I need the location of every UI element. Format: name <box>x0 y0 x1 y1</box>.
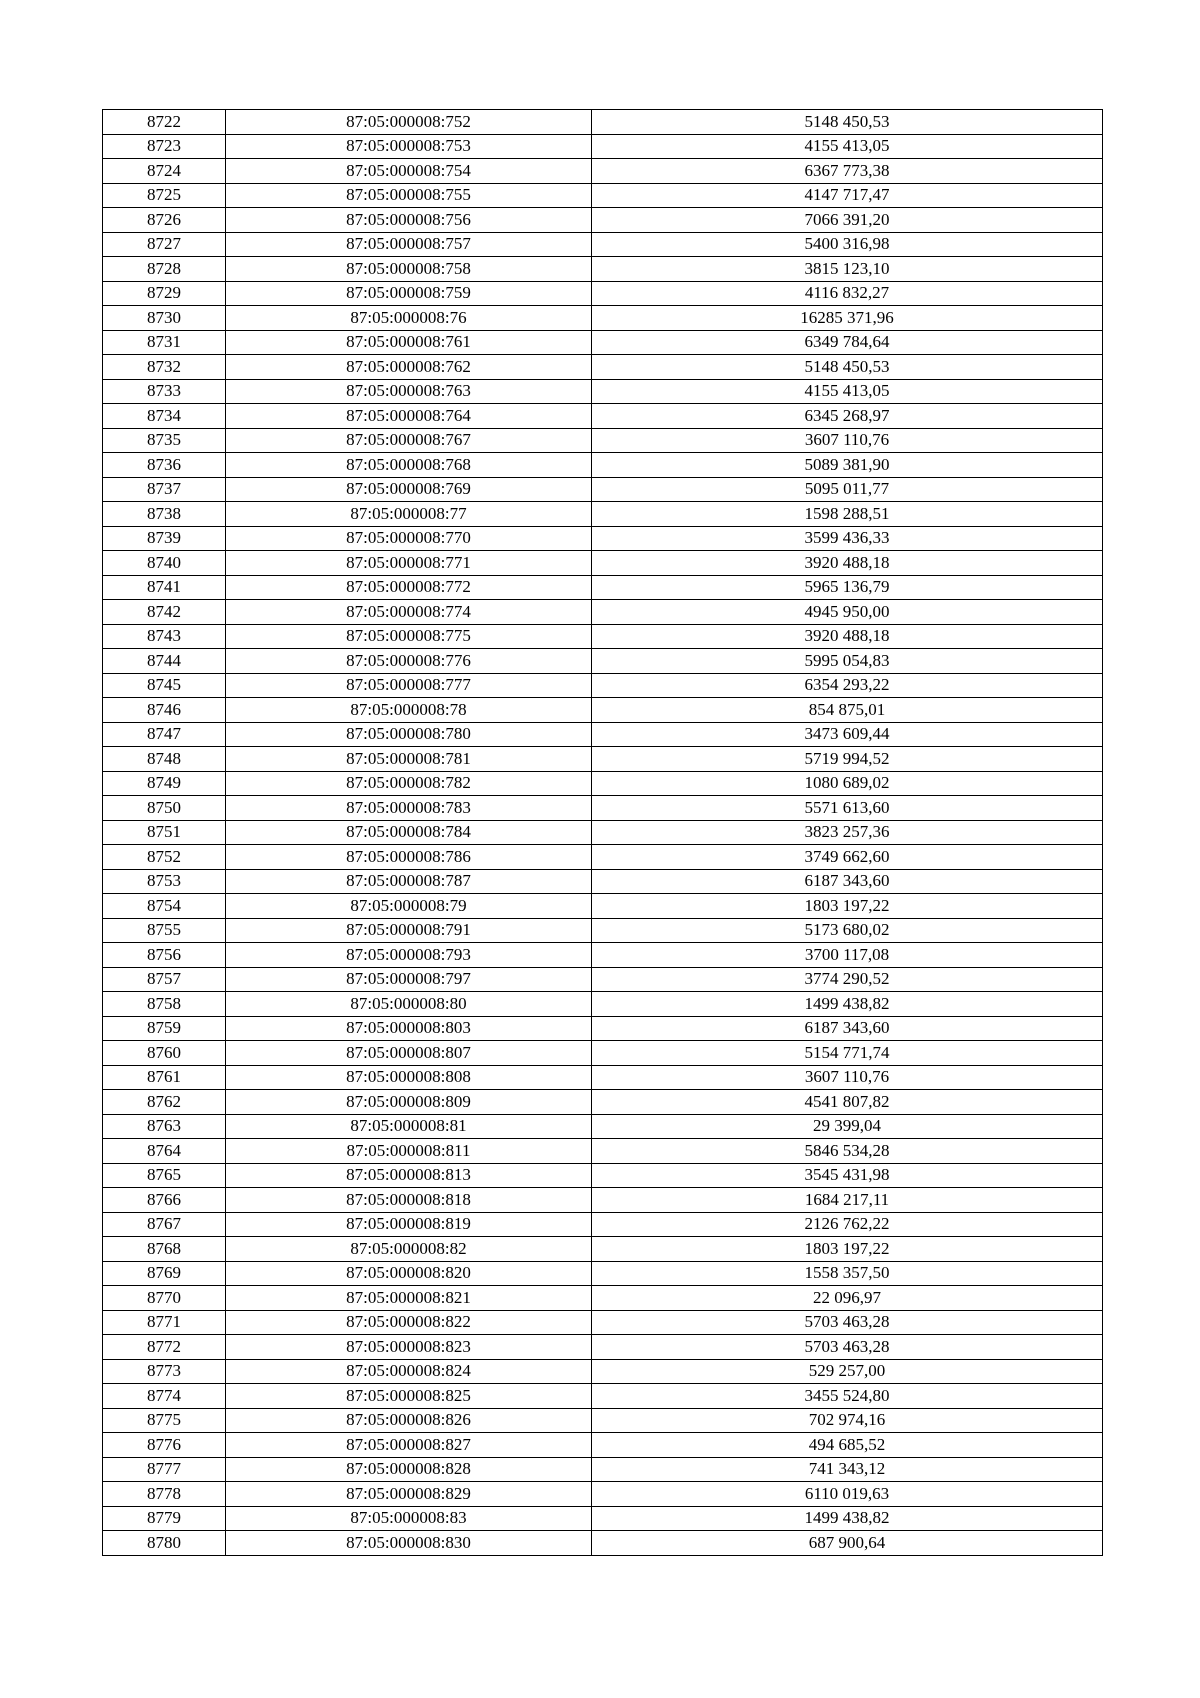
cadastral-value-cell: 1803 197,22 <box>592 894 1103 919</box>
row-number-cell: 8728 <box>103 257 226 282</box>
table-row <box>103 1139 1103 1164</box>
row-number-cell: 8765 <box>103 1163 226 1188</box>
cadastral-value-cell: 4116 832,27 <box>592 281 1103 306</box>
row-number-cell: 8756 <box>103 943 226 968</box>
row-number-cell: 8735 <box>103 428 226 453</box>
table-row <box>103 428 1103 453</box>
row-number-cell: 8744 <box>103 649 226 674</box>
cadastral-number-cell: 87:05:000008:82 <box>226 1237 592 1262</box>
cadastral-number-cell: 87:05:000008:823 <box>226 1335 592 1360</box>
row-number-cell: 8757 <box>103 967 226 992</box>
cadastral-number-cell: 87:05:000008:81 <box>226 1114 592 1139</box>
table-row <box>103 796 1103 821</box>
table-row <box>103 1261 1103 1286</box>
row-number-cell: 8737 <box>103 477 226 502</box>
row-number-cell: 8763 <box>103 1114 226 1139</box>
row-number-cell: 8769 <box>103 1261 226 1286</box>
cadastral-number-cell: 87:05:000008:79 <box>226 894 592 919</box>
cadastral-number-cell: 87:05:000008:780 <box>226 722 592 747</box>
row-number-cell: 8729 <box>103 281 226 306</box>
cadastral-number-cell: 87:05:000008:754 <box>226 159 592 184</box>
cadastral-value-cell: 4155 413,05 <box>592 379 1103 404</box>
table-row <box>103 869 1103 894</box>
cadastral-number-cell: 87:05:000008:776 <box>226 649 592 674</box>
row-number-cell: 8727 <box>103 232 226 257</box>
cadastral-value-cell: 4147 717,47 <box>592 183 1103 208</box>
cadastral-number-cell: 87:05:000008:771 <box>226 551 592 576</box>
cadastral-value-cell: 4945 950,00 <box>592 600 1103 625</box>
cadastral-number-cell: 87:05:000008:756 <box>226 208 592 233</box>
table-row <box>103 1090 1103 1115</box>
cadastral-value-cell: 494 685,52 <box>592 1433 1103 1458</box>
row-number-cell: 8766 <box>103 1188 226 1213</box>
table-row <box>103 1384 1103 1409</box>
cadastral-value-cell: 3920 488,18 <box>592 624 1103 649</box>
row-number-cell: 8751 <box>103 820 226 845</box>
row-number-cell: 8773 <box>103 1359 226 1384</box>
cadastral-value-cell: 854 875,01 <box>592 698 1103 723</box>
cadastral-value-cell: 6345 268,97 <box>592 404 1103 429</box>
row-number-cell: 8776 <box>103 1433 226 1458</box>
cadastral-value-cell: 6349 784,64 <box>592 330 1103 355</box>
row-number-cell: 8732 <box>103 355 226 380</box>
cadastral-number-cell: 87:05:000008:827 <box>226 1433 592 1458</box>
table-row <box>103 649 1103 674</box>
cadastral-number-cell: 87:05:000008:818 <box>226 1188 592 1213</box>
cadastral-number-cell: 87:05:000008:768 <box>226 453 592 478</box>
table-row <box>103 624 1103 649</box>
row-number-cell: 8733 <box>103 379 226 404</box>
cadastral-value-cell: 3607 110,76 <box>592 1065 1103 1090</box>
cadastral-number-cell: 87:05:000008:784 <box>226 820 592 845</box>
table-row <box>103 1065 1103 1090</box>
table-row <box>103 845 1103 870</box>
table-row <box>103 404 1103 429</box>
row-number-cell: 8760 <box>103 1041 226 1066</box>
table-row <box>103 257 1103 282</box>
table-row <box>103 1114 1103 1139</box>
cadastral-number-cell: 87:05:000008:78 <box>226 698 592 723</box>
table-row <box>103 673 1103 698</box>
cadastral-value-cell: 4541 807,82 <box>592 1090 1103 1115</box>
row-number-cell: 8746 <box>103 698 226 723</box>
cadastral-number-cell: 87:05:000008:783 <box>226 796 592 821</box>
row-number-cell: 8767 <box>103 1212 226 1237</box>
row-number-cell: 8777 <box>103 1457 226 1482</box>
cadastral-number-cell: 87:05:000008:772 <box>226 575 592 600</box>
cadastral-value-cell: 3607 110,76 <box>592 428 1103 453</box>
cadastral-value-cell: 1598 288,51 <box>592 502 1103 527</box>
cadastral-number-cell: 87:05:000008:758 <box>226 257 592 282</box>
cadastral-number-cell: 87:05:000008:76 <box>226 306 592 331</box>
cadastral-value-cell: 1080 689,02 <box>592 771 1103 796</box>
cadastral-value-cell: 6354 293,22 <box>592 673 1103 698</box>
cadastral-value-cell: 5148 450,53 <box>592 355 1103 380</box>
cadastral-value-cell: 29 399,04 <box>592 1114 1103 1139</box>
cadastral-value-cell: 5154 771,74 <box>592 1041 1103 1066</box>
cadastral-number-cell: 87:05:000008:764 <box>226 404 592 429</box>
row-number-cell: 8770 <box>103 1286 226 1311</box>
table-row <box>103 820 1103 845</box>
table-row <box>103 1335 1103 1360</box>
row-number-cell: 8780 <box>103 1531 226 1556</box>
cadastral-number-cell: 87:05:000008:777 <box>226 673 592 698</box>
row-number-cell: 8738 <box>103 502 226 527</box>
row-number-cell: 8723 <box>103 134 226 159</box>
row-number-cell: 8754 <box>103 894 226 919</box>
cadastral-value-cell: 1684 217,11 <box>592 1188 1103 1213</box>
table-row <box>103 159 1103 184</box>
table-row <box>103 232 1103 257</box>
table-row <box>103 722 1103 747</box>
cadastral-number-cell: 87:05:000008:774 <box>226 600 592 625</box>
row-number-cell: 8755 <box>103 918 226 943</box>
cadastral-number-cell: 87:05:000008:819 <box>226 1212 592 1237</box>
cadastral-value-cell: 4155 413,05 <box>592 134 1103 159</box>
row-number-cell: 8731 <box>103 330 226 355</box>
cadastral-value-table <box>102 109 1103 1556</box>
table-row <box>103 943 1103 968</box>
cadastral-value-cell: 5571 613,60 <box>592 796 1103 821</box>
table-row <box>103 208 1103 233</box>
cadastral-number-cell: 87:05:000008:767 <box>226 428 592 453</box>
row-number-cell: 8775 <box>103 1408 226 1433</box>
row-number-cell: 8747 <box>103 722 226 747</box>
table-body <box>103 110 1103 1556</box>
table-row <box>103 1408 1103 1433</box>
cadastral-number-cell: 87:05:000008:781 <box>226 747 592 772</box>
cadastral-value-cell: 7066 391,20 <box>592 208 1103 233</box>
table-row <box>103 575 1103 600</box>
cadastral-value-cell: 1803 197,22 <box>592 1237 1103 1262</box>
cadastral-number-cell: 87:05:000008:809 <box>226 1090 592 1115</box>
cadastral-number-cell: 87:05:000008:830 <box>226 1531 592 1556</box>
cadastral-number-cell: 87:05:000008:807 <box>226 1041 592 1066</box>
cadastral-number-cell: 87:05:000008:811 <box>226 1139 592 1164</box>
cadastral-number-cell: 87:05:000008:753 <box>226 134 592 159</box>
row-number-cell: 8750 <box>103 796 226 821</box>
row-number-cell: 8768 <box>103 1237 226 1262</box>
cadastral-value-cell: 1558 357,50 <box>592 1261 1103 1286</box>
cadastral-number-cell: 87:05:000008:820 <box>226 1261 592 1286</box>
cadastral-value-cell: 5703 463,28 <box>592 1310 1103 1335</box>
cadastral-number-cell: 87:05:000008:826 <box>226 1408 592 1433</box>
cadastral-value-cell: 741 343,12 <box>592 1457 1103 1482</box>
cadastral-value-cell: 6187 343,60 <box>592 1016 1103 1041</box>
cadastral-value-cell: 6187 343,60 <box>592 869 1103 894</box>
table-row <box>103 110 1103 135</box>
cadastral-value-cell: 3774 290,52 <box>592 967 1103 992</box>
cadastral-value-cell: 1499 438,82 <box>592 1506 1103 1531</box>
table-row <box>103 1016 1103 1041</box>
cadastral-value-cell: 5846 534,28 <box>592 1139 1103 1164</box>
row-number-cell: 8741 <box>103 575 226 600</box>
cadastral-value-cell: 2126 762,22 <box>592 1212 1103 1237</box>
cadastral-number-cell: 87:05:000008:797 <box>226 967 592 992</box>
table-row <box>103 1359 1103 1384</box>
cadastral-value-cell: 3815 123,10 <box>592 257 1103 282</box>
cadastral-number-cell: 87:05:000008:755 <box>226 183 592 208</box>
cadastral-value-cell: 687 900,64 <box>592 1531 1103 1556</box>
cadastral-number-cell: 87:05:000008:813 <box>226 1163 592 1188</box>
table-row <box>103 477 1103 502</box>
cadastral-number-cell: 87:05:000008:757 <box>226 232 592 257</box>
cadastral-value-cell: 22 096,97 <box>592 1286 1103 1311</box>
cadastral-value-cell: 5703 463,28 <box>592 1335 1103 1360</box>
cadastral-number-cell: 87:05:000008:762 <box>226 355 592 380</box>
cadastral-number-cell: 87:05:000008:775 <box>226 624 592 649</box>
table-row <box>103 747 1103 772</box>
cadastral-value-cell: 5965 136,79 <box>592 575 1103 600</box>
cadastral-number-cell: 87:05:000008:787 <box>226 869 592 894</box>
cadastral-number-cell: 87:05:000008:786 <box>226 845 592 870</box>
row-number-cell: 8758 <box>103 992 226 1017</box>
cadastral-value-cell: 5995 054,83 <box>592 649 1103 674</box>
table-row <box>103 1041 1103 1066</box>
cadastral-number-cell: 87:05:000008:822 <box>226 1310 592 1335</box>
table-row <box>103 281 1103 306</box>
row-number-cell: 8748 <box>103 747 226 772</box>
row-number-cell: 8736 <box>103 453 226 478</box>
table-row <box>103 1506 1103 1531</box>
cadastral-value-cell: 5400 316,98 <box>592 232 1103 257</box>
table-row <box>103 992 1103 1017</box>
cadastral-value-cell: 702 974,16 <box>592 1408 1103 1433</box>
row-number-cell: 8774 <box>103 1384 226 1409</box>
row-number-cell: 8740 <box>103 551 226 576</box>
row-number-cell: 8742 <box>103 600 226 625</box>
cadastral-number-cell: 87:05:000008:80 <box>226 992 592 1017</box>
row-number-cell: 8778 <box>103 1482 226 1507</box>
cadastral-number-cell: 87:05:000008:828 <box>226 1457 592 1482</box>
table-row <box>103 771 1103 796</box>
row-number-cell: 8730 <box>103 306 226 331</box>
cadastral-number-cell: 87:05:000008:763 <box>226 379 592 404</box>
row-number-cell: 8725 <box>103 183 226 208</box>
cadastral-value-cell: 6367 773,38 <box>592 159 1103 184</box>
cadastral-number-cell: 87:05:000008:824 <box>226 1359 592 1384</box>
cadastral-value-cell: 5173 680,02 <box>592 918 1103 943</box>
table-row <box>103 698 1103 723</box>
cadastral-value-cell: 3545 431,98 <box>592 1163 1103 1188</box>
cadastral-value-cell: 3823 257,36 <box>592 820 1103 845</box>
cadastral-value-cell: 5089 381,90 <box>592 453 1103 478</box>
cadastral-number-cell: 87:05:000008:791 <box>226 918 592 943</box>
cadastral-number-cell: 87:05:000008:782 <box>226 771 592 796</box>
table-row <box>103 1482 1103 1507</box>
cadastral-value-cell: 529 257,00 <box>592 1359 1103 1384</box>
row-number-cell: 8771 <box>103 1310 226 1335</box>
row-number-cell: 8726 <box>103 208 226 233</box>
table-row <box>103 1531 1103 1556</box>
cadastral-value-cell: 3700 117,08 <box>592 943 1103 968</box>
table-row <box>103 551 1103 576</box>
cadastral-value-cell: 3599 436,33 <box>592 526 1103 551</box>
table-row <box>103 379 1103 404</box>
cadastral-number-cell: 87:05:000008:77 <box>226 502 592 527</box>
table-row <box>103 134 1103 159</box>
cadastral-number-cell: 87:05:000008:803 <box>226 1016 592 1041</box>
table-row <box>103 502 1103 527</box>
row-number-cell: 8749 <box>103 771 226 796</box>
table-row <box>103 1310 1103 1335</box>
row-number-cell: 8743 <box>103 624 226 649</box>
cadastral-value-cell: 3455 524,80 <box>592 1384 1103 1409</box>
row-number-cell: 8762 <box>103 1090 226 1115</box>
cadastral-number-cell: 87:05:000008:825 <box>226 1384 592 1409</box>
row-number-cell: 8779 <box>103 1506 226 1531</box>
cadastral-value-cell: 16285 371,96 <box>592 306 1103 331</box>
row-number-cell: 8753 <box>103 869 226 894</box>
cadastral-number-cell: 87:05:000008:769 <box>226 477 592 502</box>
cadastral-value-cell: 5148 450,53 <box>592 110 1103 135</box>
cadastral-value-cell: 6110 019,63 <box>592 1482 1103 1507</box>
cadastral-number-cell: 87:05:000008:759 <box>226 281 592 306</box>
row-number-cell: 8722 <box>103 110 226 135</box>
row-number-cell: 8724 <box>103 159 226 184</box>
table-row <box>103 453 1103 478</box>
table-row <box>103 1188 1103 1213</box>
row-number-cell: 8752 <box>103 845 226 870</box>
table-row <box>103 355 1103 380</box>
table-row <box>103 1237 1103 1262</box>
table-row <box>103 183 1103 208</box>
table-row <box>103 600 1103 625</box>
cadastral-value-cell: 5719 994,52 <box>592 747 1103 772</box>
table-row <box>103 918 1103 943</box>
table-row <box>103 1457 1103 1482</box>
table-row <box>103 894 1103 919</box>
table-row <box>103 1212 1103 1237</box>
cadastral-number-cell: 87:05:000008:793 <box>226 943 592 968</box>
cadastral-value-cell: 5095 011,77 <box>592 477 1103 502</box>
row-number-cell: 8772 <box>103 1335 226 1360</box>
table-row <box>103 526 1103 551</box>
table-row <box>103 330 1103 355</box>
table-row <box>103 967 1103 992</box>
cadastral-value-cell: 1499 438,82 <box>592 992 1103 1017</box>
cadastral-value-cell: 3473 609,44 <box>592 722 1103 747</box>
cadastral-number-cell: 87:05:000008:83 <box>226 1506 592 1531</box>
row-number-cell: 8764 <box>103 1139 226 1164</box>
cadastral-value-cell: 3749 662,60 <box>592 845 1103 870</box>
cadastral-number-cell: 87:05:000008:752 <box>226 110 592 135</box>
row-number-cell: 8745 <box>103 673 226 698</box>
table-row <box>103 1286 1103 1311</box>
cadastral-number-cell: 87:05:000008:821 <box>226 1286 592 1311</box>
cadastral-number-cell: 87:05:000008:770 <box>226 526 592 551</box>
row-number-cell: 8739 <box>103 526 226 551</box>
cadastral-number-cell: 87:05:000008:829 <box>226 1482 592 1507</box>
table-row <box>103 1163 1103 1188</box>
cadastral-value-cell: 3920 488,18 <box>592 551 1103 576</box>
cadastral-number-cell: 87:05:000008:761 <box>226 330 592 355</box>
cadastral-number-cell: 87:05:000008:808 <box>226 1065 592 1090</box>
row-number-cell: 8761 <box>103 1065 226 1090</box>
row-number-cell: 8759 <box>103 1016 226 1041</box>
row-number-cell: 8734 <box>103 404 226 429</box>
table-row <box>103 306 1103 331</box>
table-row <box>103 1433 1103 1458</box>
